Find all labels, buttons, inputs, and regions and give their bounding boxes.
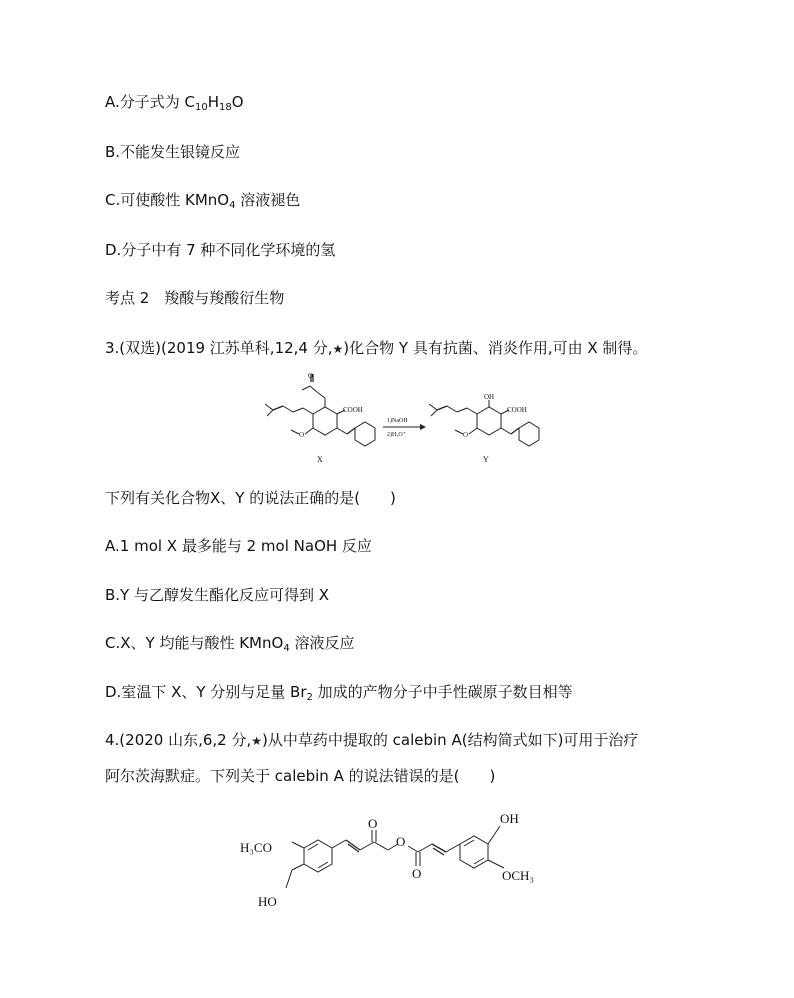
question-4-stem-line2: 阿尔茨海默症。下列关于 calebin A 的说法错误的是( )	[105, 767, 496, 785]
section-heading: 考点 2 羧酸与羧酸衍生物	[105, 289, 285, 307]
svg-text:O: O	[412, 866, 422, 881]
option-c: C.可使酸性 KMnO$_4$ 溶液褪色	[105, 191, 301, 211]
svg-text:1)NaOH: 1)NaOH	[387, 418, 408, 424]
question-4-stem: 4.(2020 山东,6,2 分,★)从中草药中提取的 calebin A(结构简式如下)可用于治疗	[105, 731, 639, 749]
q3-option-b: B.Y 与乙醇发生酯化反应可得到 X	[105, 586, 330, 604]
svg-text:H₃CO: H₃CO	[240, 840, 272, 855]
svg-text:Y: Y	[483, 455, 489, 464]
q3-option-c: C.X、Y 均能与酸性 KMnO$_4$ 溶液反应	[105, 634, 355, 654]
question-3-stem: 3.(双选)(2019 江苏单科,12,4 分,★)化合物 Y 具有抗菌、消炎作用,可由 X 制得。	[105, 339, 648, 357]
calebin-a-structure	[232, 806, 562, 916]
compound-y-structure	[429, 393, 539, 464]
question-3-prompt: 下列有关化合物X、Y 的说法正确的是( )	[105, 489, 396, 507]
svg-text:OH: OH	[484, 393, 495, 401]
q3-option-d: D.室温下 X、Y 分别与足量 $Br_2$ 加成的产物分子中手性碳原子数目相等	[105, 683, 573, 703]
svg-text:2)H₃O⁺: 2)H₃O⁺	[387, 432, 406, 438]
option-b: B.不能发生银镜反应	[105, 143, 241, 161]
difficulty-star-icon: ★	[251, 734, 263, 748]
option-a: A.分子式为 $C_{10}H_{18}O$	[105, 93, 244, 113]
svg-text:O: O	[463, 431, 469, 439]
svg-text:X: X	[317, 455, 323, 464]
svg-text:O: O	[299, 431, 305, 439]
svg-text:OCH₃: OCH₃	[502, 868, 534, 883]
svg-text:OH: OH	[500, 811, 519, 826]
svg-text:O: O	[308, 372, 314, 380]
svg-text:HO: HO	[258, 894, 277, 909]
difficulty-star-icon: ★	[332, 342, 344, 356]
option-d: D.分子中有 7 种不同化学环境的氢	[105, 241, 336, 259]
svg-text:O: O	[396, 834, 406, 849]
svg-text:COOH: COOH	[507, 406, 527, 414]
compound-x-structure	[265, 372, 375, 464]
reaction-scheme-x-to-y	[255, 372, 555, 468]
q3-option-a: A.1 mol X 最多能与 2 mol NaOH 反应	[105, 537, 372, 555]
svg-text:O: O	[368, 816, 378, 831]
svg-text:COOH: COOH	[343, 406, 363, 414]
